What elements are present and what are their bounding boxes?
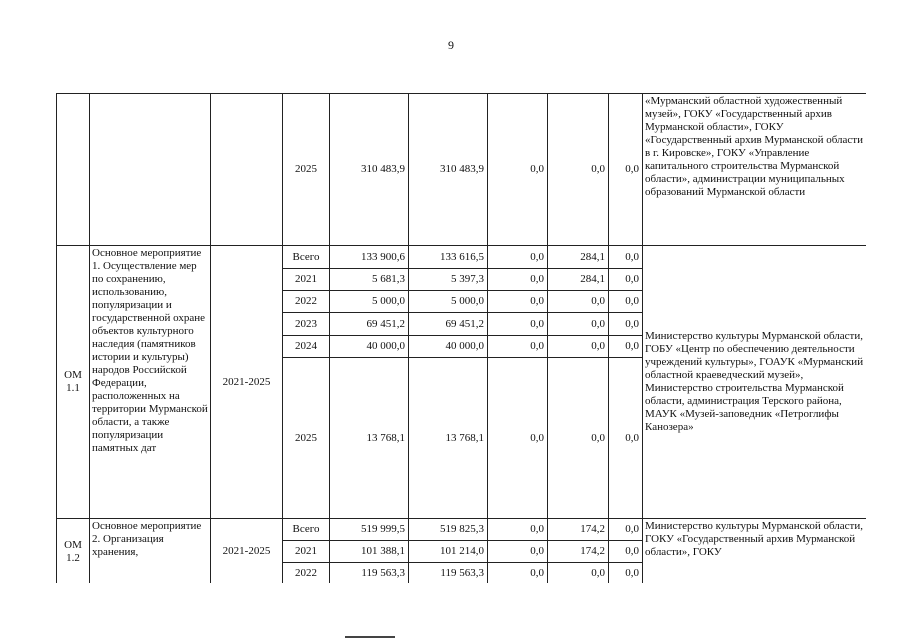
executor-cell: Министерство культуры Мурманской области, ГОКУ «Государственный архив Мурманской области», ГОКУ (643, 519, 867, 584)
value-cell: 69 451,2 (409, 313, 488, 336)
year-cell: Всего (283, 246, 330, 269)
value-cell: 0,0 (488, 336, 548, 358)
year-cell: 2022 (283, 291, 330, 313)
year-cell: Всего (283, 519, 330, 541)
value-cell: 0,0 (609, 563, 643, 584)
value-cell: 69 451,2 (330, 313, 409, 336)
value-cell: 0,0 (609, 336, 643, 358)
value-cell: 0,0 (548, 336, 609, 358)
value-cell: 0,0 (488, 291, 548, 313)
value-cell: 0,0 (548, 313, 609, 336)
value-cell: 174,2 (548, 541, 609, 563)
value-cell: 0,0 (548, 291, 609, 313)
value-cell: 0,0 (488, 269, 548, 291)
value-cell: 0,0 (609, 246, 643, 269)
value-cell: 310 483,9 (330, 94, 409, 246)
value-cell: 174,2 (548, 519, 609, 541)
year-cell: 2023 (283, 313, 330, 336)
value-cell: 13 768,1 (409, 358, 488, 519)
executor-cell: Министерство культуры Мурманской области, ГОБУ «Центр по обеспечению деятельности учреждений культуры», ГОАУК «Мурманский областной краеведческий музей», Министерство строительства Мурманской области, администрация Терского района, МАУК «Музей-заповедник «Петроглифы Канозера» (643, 246, 867, 519)
value-cell: 0,0 (488, 563, 548, 584)
name-cell (90, 94, 211, 246)
value-cell: 310 483,9 (409, 94, 488, 246)
name-cell: Основное мероприятие 2. Организация хранения, (90, 519, 211, 584)
value-cell: 13 768,1 (330, 358, 409, 519)
value-cell: 284,1 (548, 269, 609, 291)
value-cell: 0,0 (609, 358, 643, 519)
value-cell: 0,0 (609, 94, 643, 246)
code-cell (57, 94, 90, 246)
value-cell: 0,0 (488, 313, 548, 336)
value-cell: 0,0 (548, 94, 609, 246)
value-cell: 133 616,5 (409, 246, 488, 269)
value-cell: 40 000,0 (330, 336, 409, 358)
value-cell: 0,0 (548, 358, 609, 519)
value-cell: 0,0 (609, 291, 643, 313)
scan-artifact-line (345, 636, 395, 638)
year-cell: 2025 (283, 94, 330, 246)
value-cell: 0,0 (488, 541, 548, 563)
value-cell: 133 900,6 (330, 246, 409, 269)
value-cell: 0,0 (609, 313, 643, 336)
value-cell: 5 000,0 (330, 291, 409, 313)
table-row (57, 246, 867, 269)
value-cell: 0,0 (488, 358, 548, 519)
year-cell: 2024 (283, 336, 330, 358)
table-row (57, 519, 867, 541)
value-cell: 119 563,3 (409, 563, 488, 584)
value-cell: 5 681,3 (330, 269, 409, 291)
period-cell: 2021-2025 (211, 519, 283, 584)
table-wrapper (56, 93, 866, 583)
period-cell (211, 94, 283, 246)
value-cell: 101 214,0 (409, 541, 488, 563)
value-cell: 0,0 (609, 269, 643, 291)
period-cell: 2021-2025 (211, 246, 283, 519)
year-cell: 2025 (283, 358, 330, 519)
page-number: 9 (448, 38, 454, 52)
value-cell: 519 825,3 (409, 519, 488, 541)
table-row (57, 94, 867, 246)
value-cell: 519 999,5 (330, 519, 409, 541)
year-cell: 2022 (283, 563, 330, 584)
value-cell: 0,0 (609, 519, 643, 541)
value-cell: 40 000,0 (409, 336, 488, 358)
value-cell: 5 000,0 (409, 291, 488, 313)
value-cell: 284,1 (548, 246, 609, 269)
value-cell: 5 397,3 (409, 269, 488, 291)
name-cell: Основное мероприятие 1. Осуществление мер по сохранению, использованию, популяризации и государственной охране объектов культурного наследия (памятников истории и культуры) народов Российской Федерации, расположенных на территории Мурманской области, а также популяризации памятных дат (90, 246, 211, 519)
value-cell: 0,0 (548, 563, 609, 584)
value-cell: 101 388,1 (330, 541, 409, 563)
value-cell: 0,0 (488, 94, 548, 246)
year-cell: 2021 (283, 269, 330, 291)
executor-cell: «Мурманский областной художественный музей», ГОКУ «Государственный архив Мурманской области», ГОКУ «Государственный архив Мурманской области в г. Кировске», ГОКУ «Управление капитального строительства Мурманской области», администрации муниципальных образований Мурманской области (643, 94, 867, 246)
value-cell: 0,0 (609, 541, 643, 563)
budget-table (56, 93, 866, 583)
year-cell: 2021 (283, 541, 330, 563)
code-cell: ОМ 1.1 (57, 246, 90, 519)
code-cell: ОМ 1.2 (57, 519, 90, 584)
value-cell: 0,0 (488, 246, 548, 269)
value-cell: 0,0 (488, 519, 548, 541)
value-cell: 119 563,3 (330, 563, 409, 584)
